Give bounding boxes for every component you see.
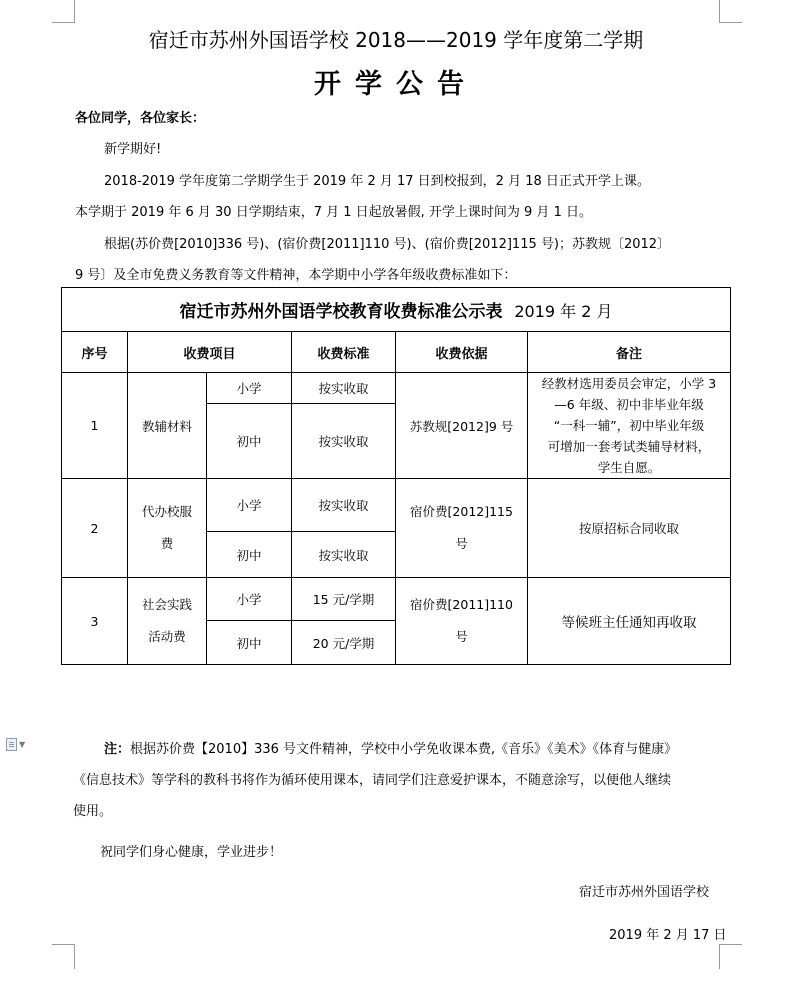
row-level: 小学 xyxy=(207,578,292,621)
greeting: 各位同学，各位家长： xyxy=(75,111,206,126)
row-standard: 按实收取 xyxy=(292,479,396,532)
header-standard: 收费标准 xyxy=(292,332,396,373)
row-remark xyxy=(528,373,731,479)
row-item xyxy=(128,578,207,665)
row-standard: 按实收取 xyxy=(292,373,396,404)
note-label: 注： xyxy=(104,742,131,757)
table-row xyxy=(62,373,731,404)
table-row xyxy=(62,578,731,621)
row-basis xyxy=(396,479,528,578)
row-level: 小学 xyxy=(207,479,292,532)
remark-line: 可增加一套考试类辅导材料， xyxy=(547,439,711,454)
page-corner-mark xyxy=(52,0,75,23)
note-line-2: 《信息技术》等学科的教科书将作为循环使用课本，请同学们注意爱护课本，不随意涂写，以便他人继续 xyxy=(73,773,672,788)
signature: 宿迁市苏州外国语学校 xyxy=(579,885,710,900)
document-icon[interactable] xyxy=(6,738,17,751)
row-no: 2 xyxy=(62,479,128,578)
paragraph-2-line-2: 9 号〕及全市免费义务教育等文件精神，本学期中小学各年级收费标准如下： xyxy=(75,268,517,283)
row-item: 教辅材料 xyxy=(128,373,207,479)
item-line: 代办校服 xyxy=(141,504,192,519)
row-basis: 苏教规[2012]9 号 xyxy=(396,373,528,479)
basis-line: 号 xyxy=(455,629,468,644)
row-level: 初中 xyxy=(207,532,292,578)
row-standard: 按实收取 xyxy=(292,404,396,479)
row-level: 初中 xyxy=(207,404,292,479)
row-remark: 按原招标合同收取 xyxy=(528,479,731,578)
header-basis: 收费依据 xyxy=(396,332,528,373)
item-line: 社会实践 xyxy=(141,597,192,612)
document-title: 宿迁市苏州外国语学校 2018——2019 学年度第二学期 xyxy=(148,28,644,52)
row-no: 3 xyxy=(62,578,128,665)
paragraph-1-line-1: 2018-2019 学年度第二学期学生于 2019 年 2 月 17 日到校报到，2 月 18 日正式开学上课。 xyxy=(104,174,650,189)
page-corner-mark xyxy=(719,0,742,23)
note-text: 根据苏价费【2010】336 号文件精神，学校中小学免收课本费,《音乐》《美术》《体育与健康》 xyxy=(130,742,678,757)
header-remark: 备注 xyxy=(528,332,731,373)
item-line: 费 xyxy=(160,536,174,551)
header-no: 序号 xyxy=(62,332,128,373)
row-standard: 20 元/学期 xyxy=(292,621,396,665)
header-item: 收费项目 xyxy=(128,332,292,373)
row-level: 初中 xyxy=(207,621,292,665)
basis-line: 宿价费[2011]110 xyxy=(410,597,513,612)
document-heading: 开学公告 xyxy=(314,69,478,100)
page-corner-mark xyxy=(52,944,75,969)
table-row xyxy=(62,479,731,532)
page-corner-mark xyxy=(719,944,742,969)
table-title xyxy=(62,288,731,332)
row-basis xyxy=(396,578,528,665)
paragraph-2-line-1: 根据(苏价费[2010]336 号)、(宿价费[2011]110 号)、(宿价费[2012]115 号)；苏教规〔2012〕 xyxy=(104,237,671,252)
remark-line: 经教材选用委员会审定，小学 3 xyxy=(541,376,717,391)
hello-line: 新学期好! xyxy=(104,142,162,157)
table-title-date: 2019 年 2 月 xyxy=(514,302,613,321)
row-standard: 15 元/学期 xyxy=(292,578,396,621)
row-level: 小学 xyxy=(207,373,292,404)
basis-line: 号 xyxy=(455,536,468,551)
fee-standard-table xyxy=(61,287,731,665)
row-remark: 等候班主任通知再收取 xyxy=(528,578,731,665)
row-no: 1 xyxy=(62,373,128,479)
issue-date: 2019 年 2 月 17 日 xyxy=(609,928,727,943)
row-item xyxy=(128,479,207,578)
basis-line: 宿价费[2012]115 xyxy=(410,504,513,519)
row-standard: 按实收取 xyxy=(292,532,396,578)
remark-line: 学生自愿。 xyxy=(597,460,661,475)
table-title-text: 宿迁市苏州外国语学校教育收费标准公示表 xyxy=(179,302,503,322)
item-line: 活动费 xyxy=(148,629,186,644)
remark-line: “一科一辅”，初中毕业年级 xyxy=(553,418,705,433)
closing-wish: 祝同学们身心健康，学业进步！ xyxy=(100,845,283,860)
note-line-1 xyxy=(104,738,677,757)
paragraph-1-line-2: 本学期于 2019 年 6 月 30 日学期结束，7 月 1 日起放暑假, 开学上课时间为 9 月 1 日。 xyxy=(75,205,592,220)
chevron-down-icon[interactable]: ▼ xyxy=(19,740,26,749)
remark-line: —6 年级、初中非毕业年级 xyxy=(554,397,704,412)
note-line-3: 使用。 xyxy=(73,804,113,819)
